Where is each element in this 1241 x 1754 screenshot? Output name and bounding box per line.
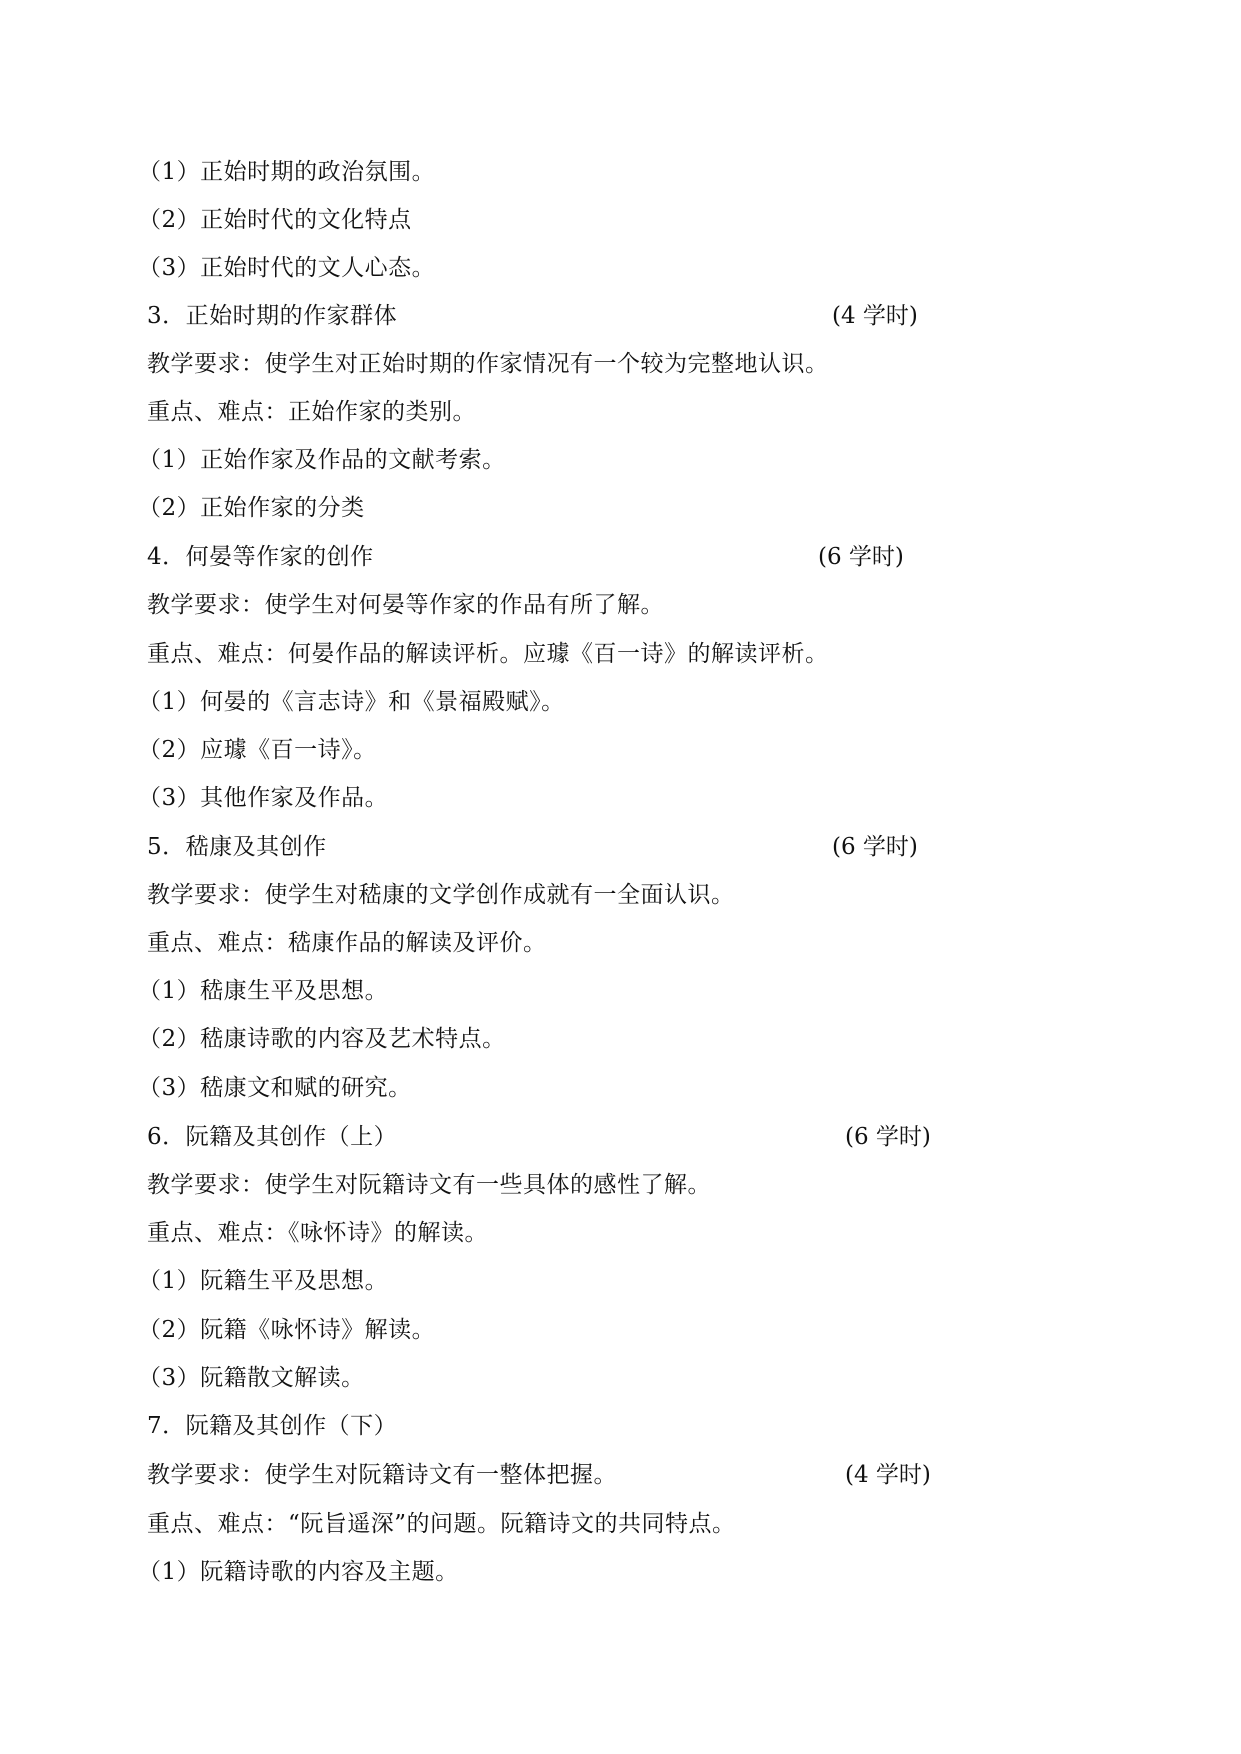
outline-item: （1）何晏的《言志诗》和《景福殿赋》。	[138, 689, 565, 715]
section-heading: 7．阮籍及其创作（下）	[147, 1413, 398, 1439]
section-heading: 4．何晏等作家的创作	[147, 544, 374, 570]
key-difficult-points: 重点、难点：“阮旨遥深”的问题。阮籍诗文的共同特点。	[147, 1511, 736, 1537]
teaching-requirement: 教学要求：使学生对何晏等作家的作品有所了解。	[147, 592, 664, 618]
key-difficult-points: 重点、难点：正始作家的类别。	[147, 399, 476, 425]
outline-item: （1）正始时期的政治氛围。	[138, 159, 436, 185]
key-difficult-points: 重点、难点：《咏怀诗》的解读。	[147, 1220, 488, 1246]
section-heading: 6．阮籍及其创作（上）	[147, 1124, 398, 1150]
outline-item: （3）正始时代的文人心态。	[138, 255, 436, 281]
section-hours: (6 学时)	[832, 834, 918, 860]
outline-item: （1）嵇康生平及思想。	[138, 978, 389, 1004]
teaching-requirement: 教学要求：使学生对嵇康的文学创作成就有一全面认识。	[147, 882, 735, 908]
teaching-requirement: 教学要求：使学生对正始时期的作家情况有一个较为完整地认识。	[147, 351, 829, 377]
outline-item: （2）阮籍《咏怀诗》解读。	[138, 1317, 436, 1343]
outline-item: （2）嵇康诗歌的内容及艺术特点。	[138, 1026, 506, 1052]
section-hours: (4 学时)	[832, 303, 918, 329]
section-hours: (6 学时)	[845, 1124, 931, 1150]
outline-item: （1）阮籍诗歌的内容及主题。	[138, 1559, 459, 1585]
key-difficult-points: 重点、难点：嵇康作品的解读及评价。	[147, 930, 547, 956]
outline-item: （2）正始时代的文化特点	[138, 207, 412, 233]
outline-item: （1）阮籍生平及思想。	[138, 1268, 389, 1294]
outline-item: （2）应璩《百一诗》。	[138, 737, 377, 763]
section-hours: (4 学时)	[845, 1462, 931, 1488]
teaching-requirement: 教学要求：使学生对阮籍诗文有一整体把握。	[147, 1462, 617, 1488]
outline-item: （2）正始作家的分类	[138, 495, 365, 521]
key-difficult-points: 重点、难点：何晏作品的解读评析。应璩《百一诗》的解读评析。	[147, 641, 829, 667]
outline-item: （1）正始作家及作品的文献考索。	[138, 447, 506, 473]
outline-item: （3）其他作家及作品。	[138, 785, 389, 811]
teaching-requirement: 教学要求：使学生对阮籍诗文有一些具体的感性了解。	[147, 1172, 711, 1198]
section-heading: 3．正始时期的作家群体	[147, 303, 398, 329]
section-heading: 5．嵇康及其创作	[147, 834, 327, 860]
section-hours: (6 学时)	[818, 544, 904, 570]
outline-item: （3）嵇康文和赋的研究。	[138, 1075, 412, 1101]
outline-item: （3）阮籍散文解读。	[138, 1365, 365, 1391]
